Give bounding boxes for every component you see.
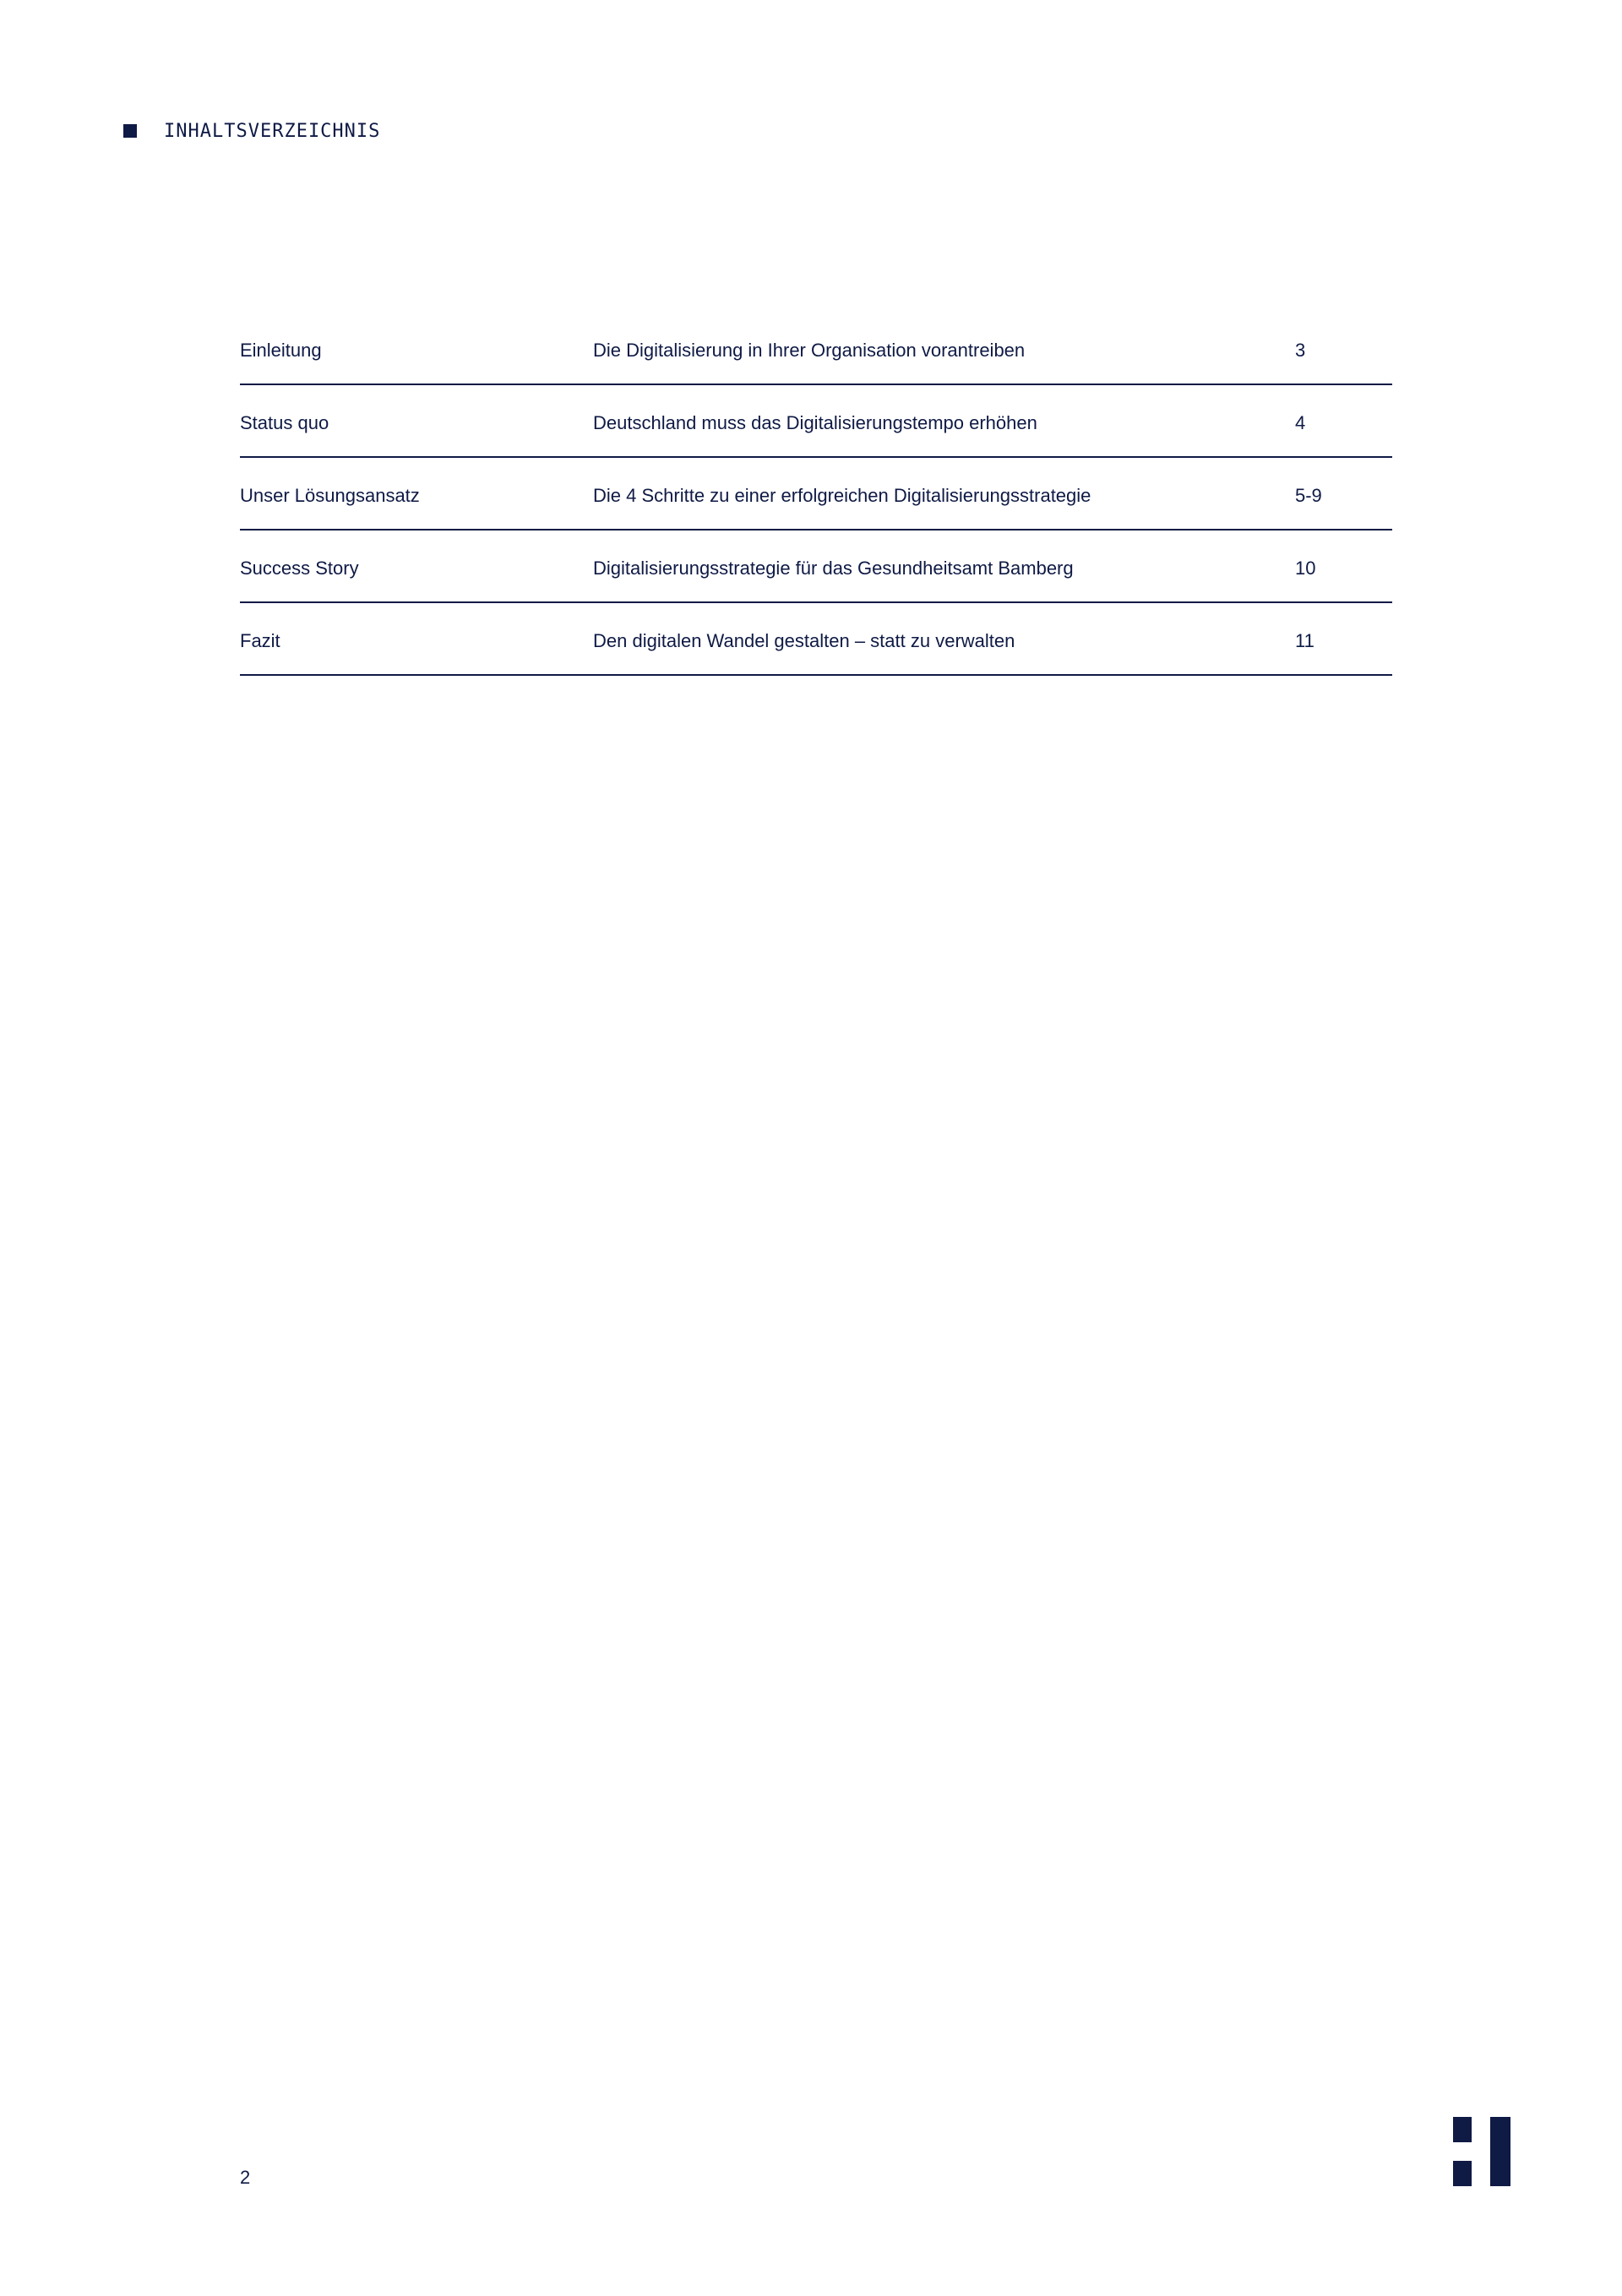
toc-row[interactable]: [240, 458, 1392, 530]
toc-row[interactable]: [240, 385, 1392, 458]
toc-page-number: 4: [1295, 412, 1306, 433]
toc-section-name: Unser Lösungsansatz: [240, 485, 420, 506]
toc-row[interactable]: [240, 530, 1392, 603]
toc-section-name: Success Story: [240, 558, 359, 579]
brand-logo-icon: [1453, 2117, 1510, 2186]
toc-page-number: 3: [1295, 340, 1306, 361]
section-header: [123, 118, 380, 144]
toc-description: Digitalisierungsstrategie für das Gesundheitsamt Bamberg: [593, 558, 1074, 579]
toc-description: Die 4 Schritte zu einer erfolgreichen Digitalisierungsstrategie: [593, 485, 1091, 506]
toc-description: Deutschland muss das Digitalisierungstempo erhöhen: [593, 412, 1037, 433]
toc-description: Die Digitalisierung in Ihrer Organisation vorantreiben: [593, 340, 1026, 361]
toc-section-name: Fazit: [240, 630, 280, 651]
toc-page-number: 5-9: [1295, 485, 1322, 506]
toc-page-number: 11: [1295, 630, 1314, 651]
square-bullet-icon: [123, 124, 137, 138]
toc-section-name: Einleitung: [240, 340, 322, 361]
toc-description: Den digitalen Wandel gestalten – statt zu verwalten: [593, 630, 1015, 651]
toc-row[interactable]: [240, 313, 1392, 385]
toc-section-name: Status quo: [240, 412, 329, 433]
toc-row[interactable]: [240, 603, 1392, 676]
page-title: INHALTSVERZEICHNIS: [164, 120, 381, 142]
toc-page-number: 10: [1295, 558, 1316, 579]
page-number: 2: [240, 2167, 251, 2188]
table-of-contents: [240, 313, 1392, 676]
